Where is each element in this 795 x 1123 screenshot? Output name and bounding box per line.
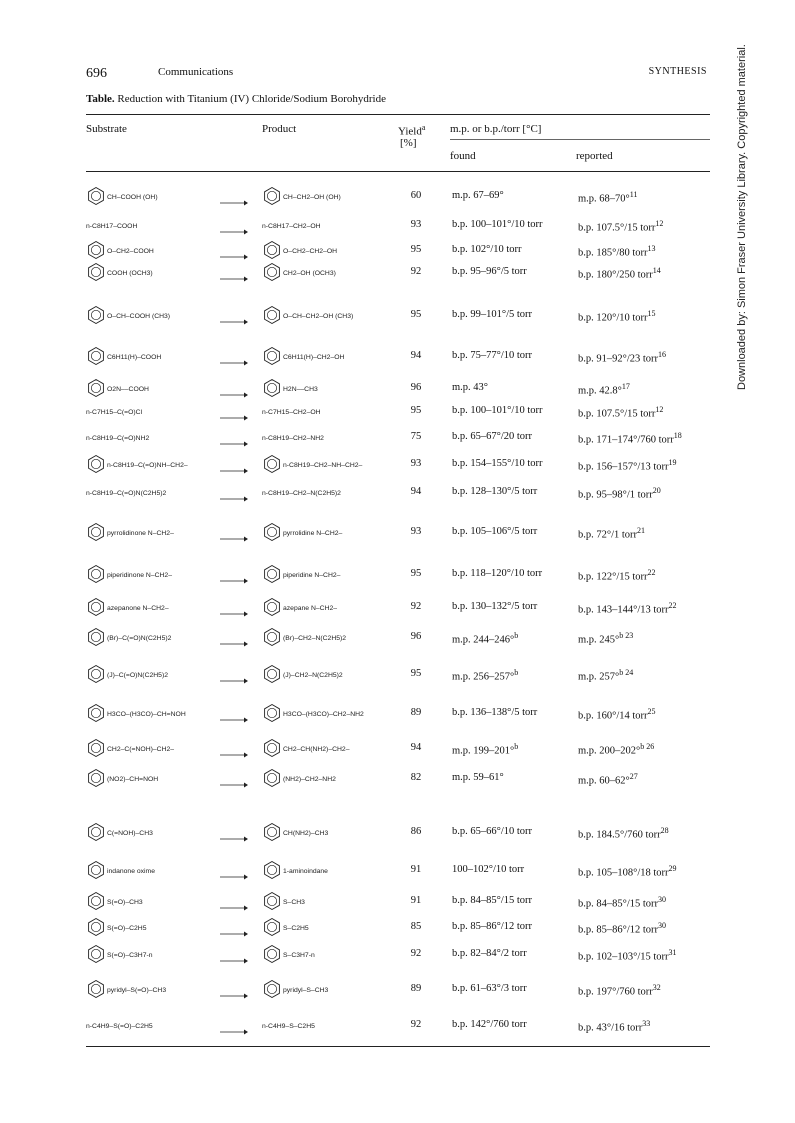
journal-name: SYNTHESIS [648, 66, 707, 77]
reported-cell: b.p. 184.5°/760 torr$^{28}$ [578, 826, 669, 841]
reaction-arrow-icon [220, 605, 248, 613]
svg-text:n-C7H15–CH2–OH: n-C7H15–CH2–OH [262, 409, 321, 416]
reference-superscript: b 26 [640, 742, 655, 751]
yield-cell: 94 [410, 350, 422, 361]
svg-text:n-C8H19–CH2–NH–CH2–: n-C8H19–CH2–NH–CH2– [283, 462, 363, 469]
product-structure [262, 764, 382, 799]
yield-cell: 95 [410, 244, 422, 255]
reaction-arrow-icon [220, 194, 248, 202]
yield-cell: 95 [410, 668, 422, 679]
reference-superscript: 30 [658, 921, 667, 930]
table-caption [86, 93, 386, 105]
col-mp-bp: m.p. or b.p./torr [°C] [450, 123, 542, 135]
reaction-arrow-icon [220, 987, 248, 995]
yield-cell: 85 [410, 921, 422, 932]
reference-superscript: 29 [668, 864, 677, 873]
svg-text:pyrrolidinone N–CH2–: pyrrolidinone N–CH2– [107, 530, 174, 537]
product-structure [262, 301, 382, 336]
yield-cell: 89 [410, 707, 422, 718]
reported-cell: b.p. 105–108°/18 torr$^{29}$ [578, 864, 677, 879]
found-cell: b.p. 82–84°/2 torr [452, 948, 527, 959]
reaction-arrow-icon [220, 409, 248, 417]
svg-text:(J)–C(=O)N(C2H5)2: (J)–C(=O)N(C2H5)2 [107, 672, 168, 679]
reference-superscript: 18 [673, 431, 682, 440]
svg-text:H3CO–(H3CO)–CH2–NH2: H3CO–(H3CO)–CH2–NH2 [283, 711, 364, 718]
reference-superscript: 17 [621, 382, 630, 391]
svg-text:n-C8H19–C(=O)NH–CH2–: n-C8H19–C(=O)NH–CH2– [107, 462, 188, 469]
reaction-arrow-icon [220, 248, 248, 256]
found-cell: b.p. 105–106°/5 torr [452, 526, 538, 537]
reference-superscript: b 23 [619, 631, 634, 640]
svg-text:C6H11(H)–CH2–OH: C6H11(H)–CH2–OH [283, 354, 345, 361]
product-structure [262, 856, 382, 891]
svg-text:CH2–C(=NOH)–CH2–: CH2–C(=NOH)–CH2– [107, 746, 175, 753]
svg-text:C(=NOH)–CH3: C(=NOH)–CH3 [107, 830, 153, 837]
svg-text:C6H11(H)–COOH: C6H11(H)–COOH [107, 354, 162, 361]
reported-cell: m.p. 257°$^{b 24}$ [578, 668, 634, 683]
col-yield-unit: [%] [400, 137, 417, 149]
svg-text:CH(NH2)–CH3: CH(NH2)–CH3 [283, 830, 329, 837]
table-row [86, 1019, 710, 1053]
svg-text:n-C8H19–CH2–N(C2H5)2: n-C8H19–CH2–N(C2H5)2 [262, 490, 341, 497]
table-row [86, 772, 710, 806]
reported-cell: m.p. 68–70°$^{11}$ [578, 190, 638, 205]
found-cell: b.p. 84–85°/15 torr [452, 895, 533, 906]
table-row [86, 266, 710, 300]
col-product: Product [262, 123, 297, 135]
svg-text:azepane N–CH2–: azepane N–CH2– [283, 605, 338, 612]
svg-text:n-C8H19–CH2–NH2: n-C8H19–CH2–NH2 [262, 435, 324, 442]
yield-cell: 92 [410, 1019, 422, 1030]
table-top-rule [86, 114, 710, 115]
reference-superscript: 33 [642, 1019, 651, 1028]
reaction-arrow-icon [220, 776, 248, 784]
svg-text:pyrrolidine N–CH2–: pyrrolidine N–CH2– [283, 530, 343, 537]
svg-text:CH2–OH (OCH3): CH2–OH (OCH3) [283, 270, 336, 277]
reference-superscript: 21 [637, 526, 646, 535]
found-cell: b.p. 100–101°/10 torr [452, 219, 543, 230]
svg-text:n-C4H9–S(=O)–C2H5: n-C4H9–S(=O)–C2H5 [86, 1023, 153, 1030]
svg-text:CH–COOH (OH): CH–COOH (OH) [107, 194, 158, 201]
reference-superscript: 12 [655, 219, 664, 228]
yield-cell: 75 [410, 431, 422, 442]
product-structure [262, 975, 382, 1010]
svg-text:n-C8H17–COOH: n-C8H17–COOH [86, 223, 138, 230]
reference-superscript: 14 [652, 266, 661, 275]
svg-text:H3CO–(H3CO)–CH=NOH: H3CO–(H3CO)–CH=NOH [107, 711, 186, 718]
header-sub-rule [450, 139, 710, 140]
reported-cell: b.p. 85–86°/12 torr$^{30}$ [578, 921, 667, 936]
svg-text:S(=O)–C2H5: S(=O)–C2H5 [107, 925, 147, 932]
found-cell: m.p. 256–257°$^b$ [452, 668, 519, 683]
svg-text:indanone oxime: indanone oxime [107, 868, 155, 875]
reported-cell: m.p. 200–202°$^{b 26}$ [578, 742, 655, 757]
reference-superscript: 15 [647, 309, 656, 318]
substrate-structure [86, 975, 206, 1010]
svg-text:(NH2)–CH2–NH2: (NH2)–CH2–NH2 [283, 776, 336, 783]
reported-cell: b.p. 156–157°/13 torr$^{19}$ [578, 458, 677, 473]
reference-superscript: b 24 [619, 668, 634, 677]
svg-text:n-C8H17–CH2–OH: n-C8H17–CH2–OH [262, 223, 321, 230]
watermark: Downloaded by: Simon Fraser University Library. Copyrighted material. [736, 44, 748, 390]
product-structure [262, 518, 382, 553]
substrate-structure [86, 478, 206, 513]
svg-text:O–CH–CH2–OH (CH3): O–CH–CH2–OH (CH3) [283, 313, 354, 320]
reported-cell: m.p. 42.8°$^{17}$ [578, 382, 630, 397]
found-cell: b.p. 85–86°/12 torr [452, 921, 533, 932]
caption-text: Reduction with Titanium (IV) Chloride/Sodium Borohydride [117, 93, 386, 105]
yield-cell: 96 [410, 382, 422, 393]
found-cell: b.p. 99–101°/5 torr [452, 309, 533, 320]
yield-cell: 95 [410, 568, 422, 579]
reference-superscript: 11 [629, 190, 638, 199]
substrate-structure [86, 623, 206, 658]
svg-text:O2N––COOH: O2N––COOH [107, 386, 149, 393]
product-structure [262, 560, 382, 595]
svg-text:n-C4H9–S–C2H5: n-C4H9–S–C2H5 [262, 1023, 315, 1030]
reported-cell: b.p. 120°/10 torr$^{15}$ [578, 309, 656, 324]
yield-cell: 96 [410, 631, 422, 642]
yield-cell: 89 [410, 983, 422, 994]
reported-cell: b.p. 95–98°/1 torr$^{20}$ [578, 486, 661, 501]
reported-cell: b.p. 185°/80 torr$^{13}$ [578, 244, 656, 259]
reported-cell: b.p. 197°/760 torr$^{32}$ [578, 983, 661, 998]
svg-text:S(=O)–C3H7-n: S(=O)–C3H7-n [107, 952, 153, 959]
found-cell: 100–102°/10 torr [452, 864, 525, 875]
reported-cell: b.p. 43°/16 torr$^{33}$ [578, 1019, 651, 1034]
substrate-structure [86, 818, 206, 853]
reported-cell: b.p. 102–103°/15 torr$^{31}$ [578, 948, 677, 963]
yield-cell: 95 [410, 405, 422, 416]
product-structure [262, 342, 382, 377]
svg-text:O–CH–COOH (CH3): O–CH–COOH (CH3) [107, 313, 171, 320]
reaction-arrow-icon [220, 1023, 248, 1031]
reference-superscript: 12 [655, 405, 664, 414]
substrate-structure [86, 940, 206, 975]
product-structure [262, 660, 382, 695]
reaction-arrow-icon [220, 572, 248, 580]
found-cell: b.p. 61–63°/3 torr [452, 983, 527, 994]
substrate-structure [86, 301, 206, 336]
found-cell: b.p. 154–155°/10 torr [452, 458, 543, 469]
reported-cell: b.p. 72°/1 torr$^{21}$ [578, 526, 646, 541]
svg-text:(Br)–C(=O)N(C2H5)2: (Br)–C(=O)N(C2H5)2 [107, 635, 172, 642]
reference-superscript: 22 [668, 601, 677, 610]
reaction-arrow-icon [220, 672, 248, 680]
reference-superscript: 30 [658, 895, 667, 904]
svg-text:(NO2)–CH=NOH: (NO2)–CH=NOH [107, 776, 159, 783]
reaction-arrow-icon [220, 711, 248, 719]
reaction-arrow-icon [220, 952, 248, 960]
table-row [86, 526, 710, 560]
reported-cell: b.p. 107.5°/15 torr$^{12}$ [578, 219, 664, 234]
reported-cell: b.p. 180°/250 torr$^{14}$ [578, 266, 661, 281]
reference-superscript: 13 [647, 244, 656, 253]
reaction-arrow-icon [220, 830, 248, 838]
yield-cell: 86 [410, 826, 422, 837]
substrate-structure [86, 518, 206, 553]
reference-superscript: 19 [668, 458, 677, 467]
section-title: Communications [158, 66, 234, 78]
reference-superscript: 28 [660, 826, 669, 835]
reaction-arrow-icon [220, 462, 248, 470]
svg-text:piperidinone N–CH2–: piperidinone N–CH2– [107, 572, 172, 579]
reaction-arrow-icon [220, 386, 248, 394]
yield-cell: 93 [410, 458, 422, 469]
col-yield-footnote: a [421, 123, 426, 132]
table-row [86, 668, 710, 702]
svg-text:H2N––CH3: H2N––CH3 [283, 386, 318, 393]
substrate-structure [86, 856, 206, 891]
svg-text:1-aminoindane: 1-aminoindane [283, 868, 328, 875]
svg-text:pyridyl–S–CH3: pyridyl–S–CH3 [283, 987, 329, 994]
reaction-arrow-icon [220, 270, 248, 278]
reaction-arrow-icon [220, 313, 248, 321]
reported-cell: b.p. 84–85°/15 torr$^{30}$ [578, 895, 667, 910]
found-cell: b.p. 65–66°/10 torr [452, 826, 533, 837]
reference-superscript: 25 [647, 707, 656, 716]
reported-cell: b.p. 107.5°/15 torr$^{12}$ [578, 405, 664, 420]
found-cell: m.p. 244–246°$^b$ [452, 631, 519, 646]
reaction-arrow-icon [220, 490, 248, 498]
substrate-structure [86, 1011, 206, 1046]
reported-cell: b.p. 160°/14 torr$^{25}$ [578, 707, 656, 722]
col-substrate: Substrate [86, 123, 127, 135]
yield-cell: 94 [410, 486, 422, 497]
substrate-structure [86, 258, 206, 293]
reaction-arrow-icon [220, 354, 248, 362]
yield-cell: 93 [410, 219, 422, 230]
reported-cell: b.p. 122°/15 torr$^{22}$ [578, 568, 656, 583]
found-cell: b.p. 95–96°/5 torr [452, 266, 527, 277]
found-cell: b.p. 75–77°/10 torr [452, 350, 533, 361]
svg-text:S–CH3: S–CH3 [283, 899, 305, 906]
svg-text:COOH (OCH3): COOH (OCH3) [107, 270, 153, 277]
col-reported: reported [576, 150, 613, 162]
yield-cell: 92 [410, 601, 422, 612]
svg-text:piperidine N–CH2–: piperidine N–CH2– [283, 572, 341, 579]
yield-cell: 91 [410, 895, 422, 906]
svg-text:(J)–CH2–N(C2H5)2: (J)–CH2–N(C2H5)2 [283, 672, 343, 679]
product-structure [262, 478, 382, 513]
col-yield-label: Yield [398, 125, 422, 138]
found-cell: b.p. 128–130°/5 torr [452, 486, 538, 497]
reaction-arrow-icon [220, 635, 248, 643]
product-structure [262, 258, 382, 293]
reaction-arrow-icon [220, 435, 248, 443]
found-cell: b.p. 100–101°/10 torr [452, 405, 543, 416]
table-header-rule [86, 171, 710, 172]
reference-superscript: 16 [658, 350, 667, 359]
yield-cell: 91 [410, 864, 422, 875]
product-structure [262, 1011, 382, 1046]
table-row [86, 486, 710, 520]
reaction-arrow-icon [220, 899, 248, 907]
yield-cell: 92 [410, 266, 422, 277]
product-structure [262, 818, 382, 853]
reference-superscript: 20 [652, 486, 661, 495]
reported-cell: b.p. 143–144°/13 torr$^{22}$ [578, 601, 677, 616]
svg-text:n-C8H19–C(=O)NH2: n-C8H19–C(=O)NH2 [86, 435, 150, 442]
col-found: found [450, 150, 476, 162]
table-row [86, 309, 710, 343]
svg-text:CH–CH2–OH (OH): CH–CH2–OH (OH) [283, 194, 341, 201]
svg-text:(Br)–CH2–N(C2H5)2: (Br)–CH2–N(C2H5)2 [283, 635, 347, 642]
found-cell: b.p. 102°/10 torr [452, 244, 522, 255]
reference-superscript: 32 [652, 983, 661, 992]
svg-text:CH2–CH(NH2)–CH2–: CH2–CH(NH2)–CH2– [283, 746, 350, 753]
found-cell: b.p. 136–138°/5 torr [452, 707, 538, 718]
reference-superscript: 31 [668, 948, 677, 957]
reported-cell: b.p. 91–92°/23 torr$^{16}$ [578, 350, 667, 365]
svg-text:S–C3H7-n: S–C3H7-n [283, 952, 315, 959]
product-structure [262, 699, 382, 734]
substrate-structure [86, 342, 206, 377]
substrate-structure [86, 764, 206, 799]
svg-text:O–CH2–COOH: O–CH2–COOH [107, 248, 154, 255]
found-cell: m.p. 43° [452, 382, 488, 393]
reaction-arrow-icon [220, 530, 248, 538]
substrate-structure [86, 660, 206, 695]
table-bottom-rule [86, 1046, 710, 1047]
reaction-arrow-icon [220, 746, 248, 754]
reported-cell: m.p. 245°$^{b 23}$ [578, 631, 634, 646]
found-cell: m.p. 199–201°$^b$ [452, 742, 519, 757]
svg-text:n-C8H19–C(=O)N(C2H5)2: n-C8H19–C(=O)N(C2H5)2 [86, 490, 167, 497]
yield-cell: 95 [410, 309, 422, 320]
reaction-arrow-icon [220, 223, 248, 231]
svg-text:n-C7H15–C(=O)Cl: n-C7H15–C(=O)Cl [86, 409, 143, 416]
reported-cell: b.p. 171–174°/760 torr$^{18}$ [578, 431, 682, 446]
found-cell: b.p. 118–120°/10 torr [452, 568, 543, 579]
svg-text:S(=O)–CH3: S(=O)–CH3 [107, 899, 143, 906]
found-cell: b.p. 65–67°/20 torr [452, 431, 533, 442]
yield-cell: 93 [410, 526, 422, 537]
yield-cell: 92 [410, 948, 422, 959]
col-yield [398, 123, 425, 138]
reference-superscript: 27 [629, 772, 638, 781]
found-cell: m.p. 67–69° [452, 190, 504, 201]
substrate-structure [86, 699, 206, 734]
product-structure [262, 940, 382, 975]
reported-cell: m.p. 60–62°$^{27}$ [578, 772, 638, 787]
yield-cell: 82 [410, 772, 422, 783]
yield-cell: 60 [410, 190, 422, 201]
found-cell: b.p. 130–132°/5 torr [452, 601, 538, 612]
reference-superscript: 22 [647, 568, 656, 577]
product-structure [262, 623, 382, 658]
svg-text:azepanone N–CH2–: azepanone N–CH2– [107, 605, 169, 612]
reaction-arrow-icon [220, 868, 248, 876]
svg-text:S–C2H5: S–C2H5 [283, 925, 309, 932]
found-cell: m.p. 59–61° [452, 772, 504, 783]
svg-text:O–CH2–CH2–OH: O–CH2–CH2–OH [283, 248, 338, 255]
page-number: 696 [86, 66, 107, 81]
svg-text:pyridyl–S(=O)–CH3: pyridyl–S(=O)–CH3 [107, 987, 167, 994]
caption-label: Table. [86, 93, 115, 105]
reaction-arrow-icon [220, 925, 248, 933]
table-row [86, 826, 710, 860]
yield-cell: 94 [410, 742, 422, 753]
substrate-structure [86, 560, 206, 595]
found-cell: b.p. 142°/760 torr [452, 1019, 527, 1030]
